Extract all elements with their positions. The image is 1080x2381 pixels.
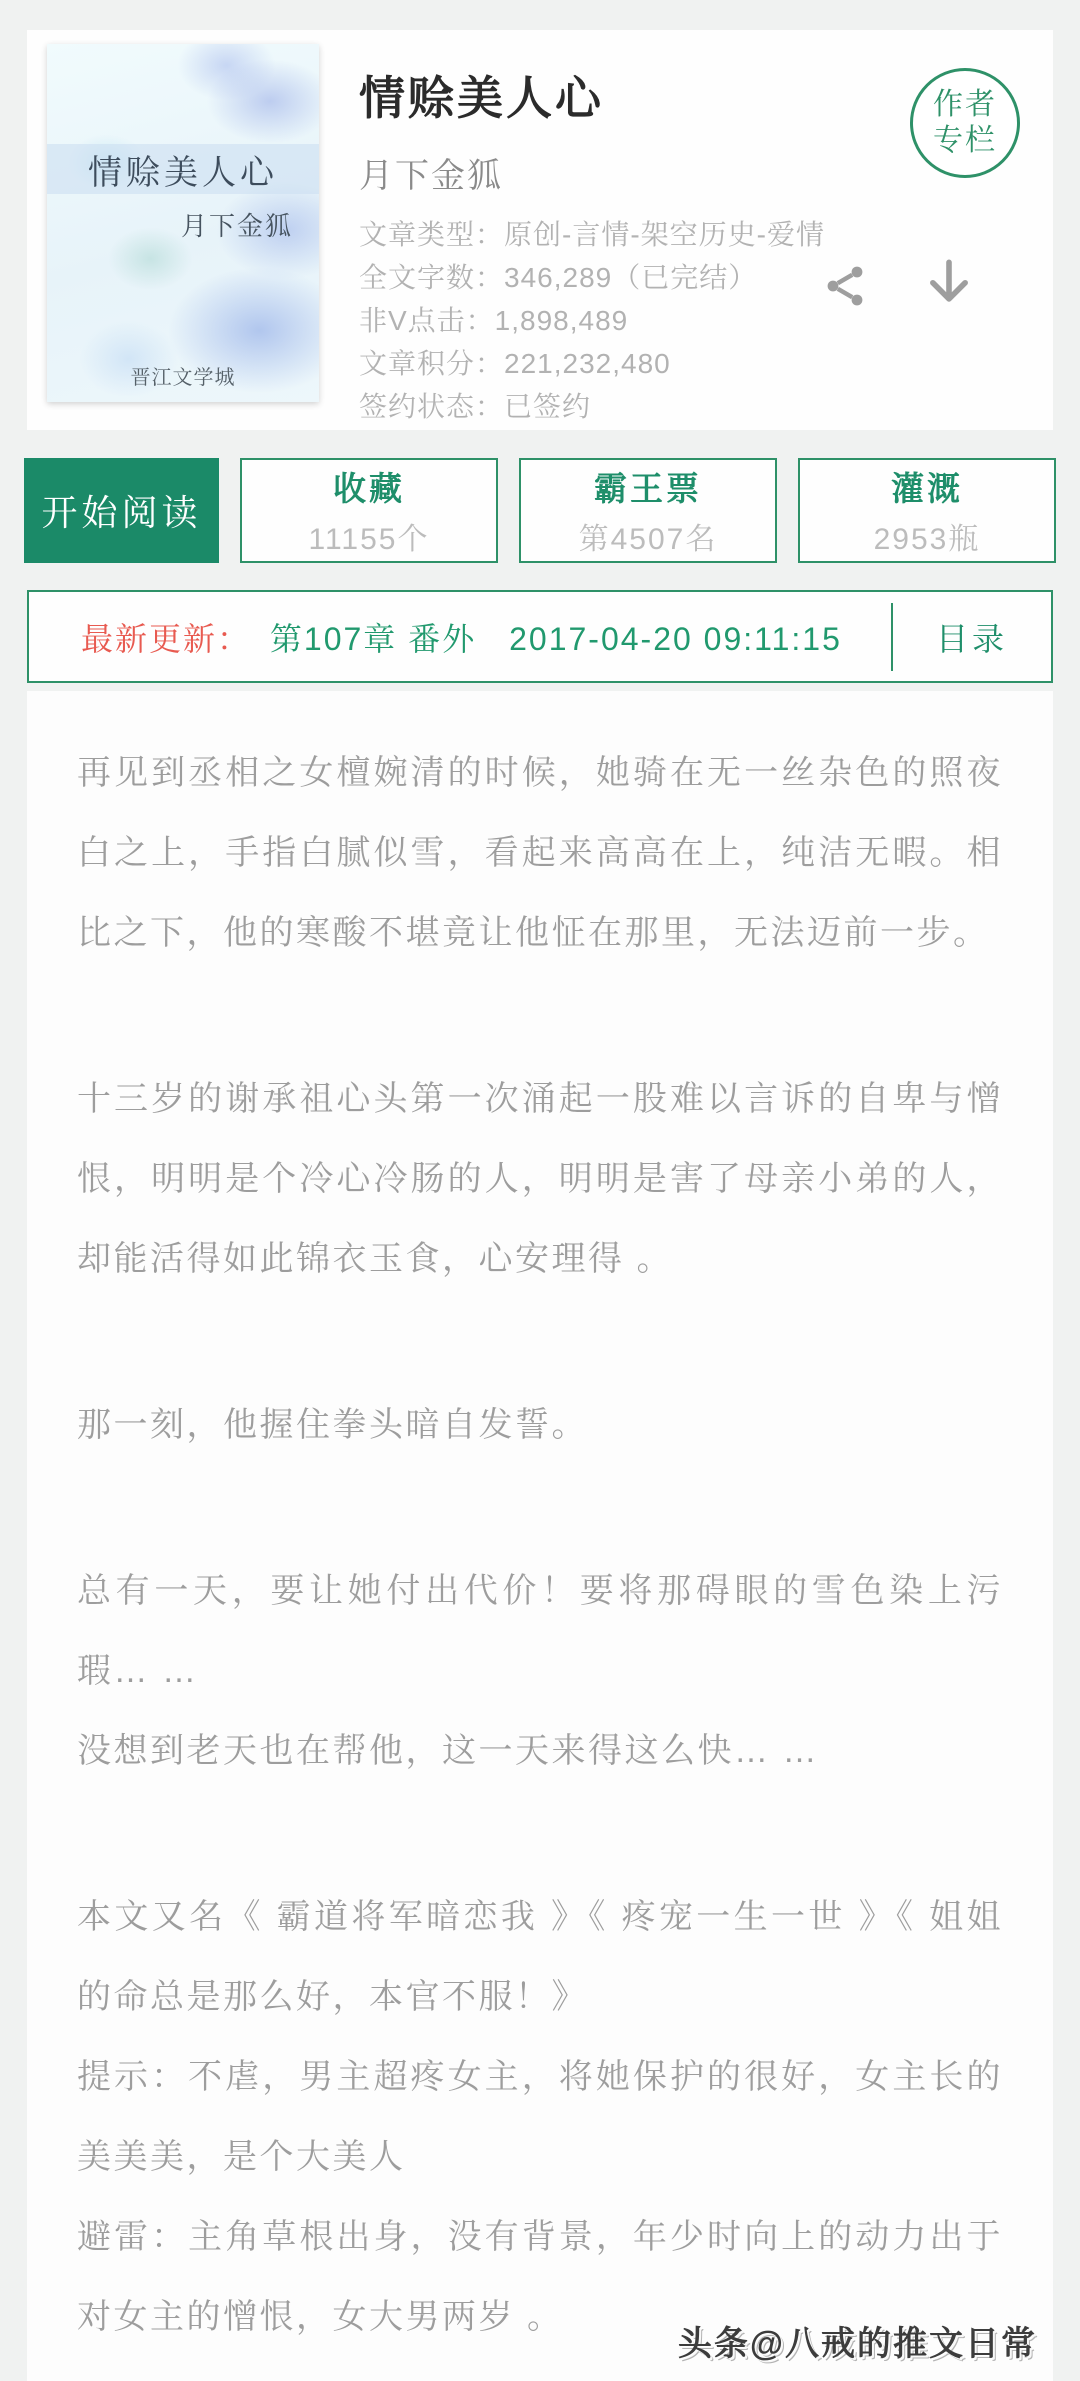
latest-update-time: 2017-04-20 09:11:15 [509, 620, 842, 657]
irrigation-count: 2953瓶 [873, 523, 981, 556]
favorite-label: 收藏 [333, 470, 405, 507]
latest-update-label: 最新更新： [81, 620, 252, 657]
cover-title: 情赊美人心 [88, 153, 278, 192]
favorite-button[interactable] [240, 458, 498, 563]
download-icon[interactable] [923, 258, 975, 314]
intro-paragraph: 提示：不虐，男主超疼女主，将她保护的很好，女主长的美美美，是个大美人 [77, 2058, 1003, 2176]
intro-paragraph: 避雷：主角草根出身，没有背景，年少时向上的动力出于对女主的憎恨，女大男两岁 。 [77, 2218, 1003, 2336]
overlord-ticket-rank: 第4507名 [578, 523, 718, 556]
book-intro [27, 691, 1053, 2381]
intro-paragraph: 那一刻，他握住拳头暗自发誓。 [77, 1406, 588, 1444]
favorite-count: 11155个 [308, 523, 430, 556]
author-column-badge-line2: 专栏 [933, 124, 997, 157]
book-cover[interactable] [47, 44, 319, 402]
meta-word-count: 全文字数：346,289（已完结） [359, 262, 758, 293]
latest-update-bar [27, 590, 1053, 683]
start-reading-button[interactable]: 开始阅读 [24, 458, 219, 563]
overlord-ticket-label: 霸王票 [594, 470, 702, 507]
intro-paragraph: 没想到老天也在帮他，这一天来得这么快… … [77, 1732, 819, 1770]
cover-author: 月下金狐 [180, 211, 293, 241]
share-icon[interactable] [819, 258, 871, 314]
intro-paragraph: 再见到丞相之女檀婉清的时候，她骑在无一丝杂色的照夜白之上，手指白腻似雪，看起来高高在上，纯洁无暇。相比之下，他的寒酸不堪竟让他怔在那里，无法迈前一步。 [77, 754, 1003, 952]
irrigation-label: 灌溉 [891, 470, 963, 507]
irrigation-button[interactable] [798, 458, 1056, 563]
intro-paragraph: 总有一天，要让她付出代价！要将那碍眼的雪色染上污瑕… … [77, 1572, 1003, 1690]
card-action-icons [819, 258, 975, 314]
cover-title-band [47, 144, 319, 194]
page-title: 情赊美人心 [359, 72, 604, 124]
meta-nonvip-clicks: 非V点击：1,898,489 [359, 305, 629, 336]
latest-chapter: 第107章 番外 [269, 620, 477, 657]
book-card [27, 30, 1053, 430]
meta-contract-status: 签约状态：已签约 [359, 391, 592, 422]
intro-paragraph: 十三岁的谢承祖心头第一次涌起一股难以言诉的自卑与憎恨，明明是个冷心冷肠的人，明明是害了母亲小弟的人，却能活得如此锦衣玉食，心安理得 。 [77, 1080, 1003, 1278]
latest-update-info[interactable] [29, 614, 891, 660]
action-button-row [24, 458, 1056, 563]
cover-site-label: 晋江文学城 [130, 367, 236, 389]
intro-paragraph: 本文又名《 霸道将军暗恋我 》《 疼宠一生一世 》《 姐姐的命总是那么好，本官不服！》 [77, 1898, 1003, 2016]
overlord-ticket-button[interactable] [519, 458, 777, 563]
author-column-badge[interactable] [910, 68, 1020, 178]
book-meta [359, 213, 1033, 428]
meta-article-points: 文章积分：221,232,480 [359, 348, 671, 379]
author-name[interactable]: 月下金狐 [359, 157, 503, 195]
toutiao-watermark: 头条@八戒的推文日常 [677, 2325, 1037, 2363]
table-of-contents-button[interactable]: 目录 [935, 620, 1008, 657]
author-column-badge-line1: 作者 [933, 88, 997, 121]
meta-article-type: 文章类型：原创-言情-架空历史-爱情 [359, 219, 825, 250]
